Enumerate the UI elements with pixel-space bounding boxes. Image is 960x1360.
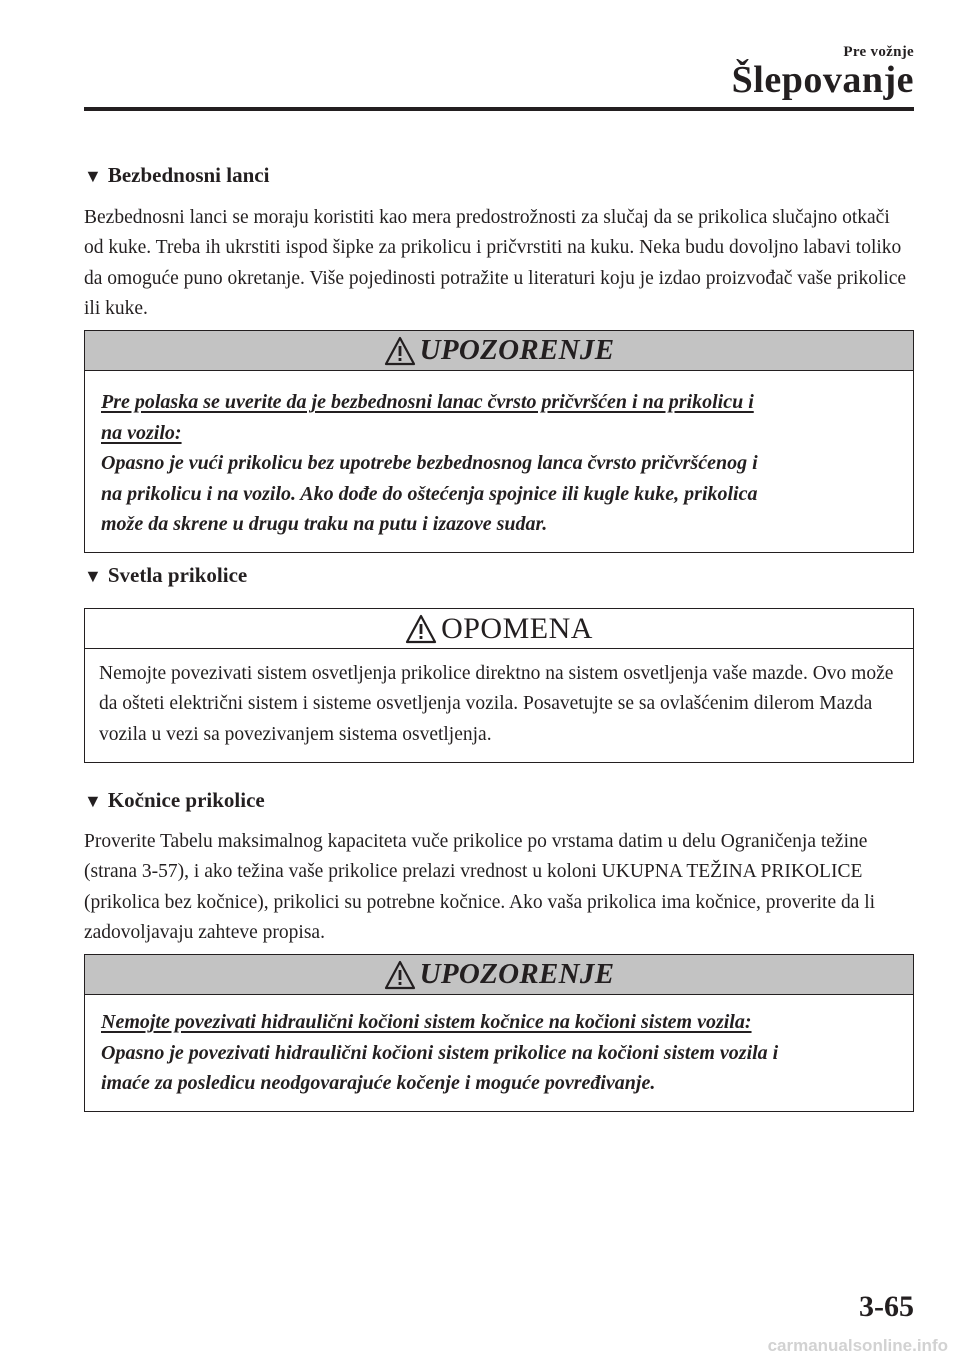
subheading-trailer-brakes: ▼ Kočnice prikolice (84, 788, 265, 812)
warning-line: Opasno je povezivati hidraulični kočioni sistem prikolice na kočioni sistem vozila i (101, 1041, 779, 1064)
warning-line: na vozilo: (101, 421, 182, 444)
warning-line: na prikolicu i na vozilo. Ako dođe do oštećenja spojnice ili kugle kuke, prikolica (101, 482, 758, 505)
warning-line: imaće za posledicu neodgovarajuće kočenje i moguće povređivanje. (101, 1072, 656, 1094)
warning-line: može da skrene u drugu traku na putu i izazove sudar. (101, 513, 548, 535)
subheading-safety-chains: ▼ Bezbednosni lanci (84, 163, 270, 187)
safety-chains-paragraph: Bezbednosni lanci se moraju koristiti kao mera predostrožnosti za slučaj da se prikolica slučajno otkači od kuke. Treba ih ukrstiti ispod šipke za prikolicu i pričvrstiti na kuku. Neka budu dovoljno labavi toliko da omoguće puno okretanje. Više pojedinosti potražite u literaturi koju je izdao proizvođač vaše prikolice ili kuke. (84, 207, 907, 320)
trailer-brakes-paragraph: Proverite Tabelu maksimalnog kapaciteta vuče prikolice po vrstama datim u delu Ograničenja težine (strana 3-57), i ako težina vaše prikolice prelazi vrednost u koloni UKUPNA TEŽINA PRIKOLICE (prikolica bez kočnice), prikolici su potrebne kočnice. Ako vaša prikolica ima kočnice, proverite da li zadovoljavaju zahteve propisa. (84, 831, 876, 944)
triangle-bullet-icon: ▼ (84, 791, 102, 811)
caution-box-trailer-lights (84, 608, 914, 763)
caution-header (85, 609, 913, 649)
warning-triangle-icon (405, 614, 437, 644)
caution-body: Nemojte povezivati sistem osvetljenja prikolice direktno na sistem osvetljenja vaše mazde. Ovo može da ošteti električni sistem i sisteme osvetljenja vozila. Posavetujte se sa ovlašćenim dilerom Mazda vozila u vezi sa povezivanjem sistema osvetljenja. (99, 663, 894, 745)
triangle-bullet-icon: ▼ (84, 566, 102, 586)
warning-header (85, 331, 913, 371)
warning-line: Pre polaska se uverite da je bezbednosni lanac čvrsto pričvršćen i na prikolicu i (101, 391, 754, 413)
warning-title: UPOZORENJE (419, 958, 615, 990)
warning-box-trailer-brakes (84, 954, 914, 1112)
warning-title: UPOZORENJE (419, 334, 615, 366)
warning-line: Opasno je vući prikolicu bez upotrebe bezbednosnog lanca čvrsto pričvršćenog i (101, 452, 758, 474)
warning-body (85, 995, 913, 1111)
warning-triangle-icon (384, 336, 416, 366)
watermark: carmanualsonline.info (767, 1336, 948, 1355)
page-number: 3-65 (859, 1290, 914, 1323)
warning-body (85, 371, 913, 552)
header-divider (84, 107, 914, 111)
triangle-bullet-icon: ▼ (84, 166, 102, 186)
chapter-label: Pre vožnje (843, 44, 914, 60)
warning-line: Nemojte povezivati hidraulični kočioni sistem kočnice na kočioni sistem vozila: (101, 1011, 752, 1033)
caution-title: OPOMENA (441, 611, 593, 645)
warning-triangle-icon (384, 960, 416, 990)
warning-box-safety-chains (84, 330, 914, 553)
subheading-trailer-lights: ▼ Svetla prikolice (84, 563, 248, 587)
page-title: Šlepovanje (731, 59, 914, 101)
warning-header (85, 955, 913, 995)
